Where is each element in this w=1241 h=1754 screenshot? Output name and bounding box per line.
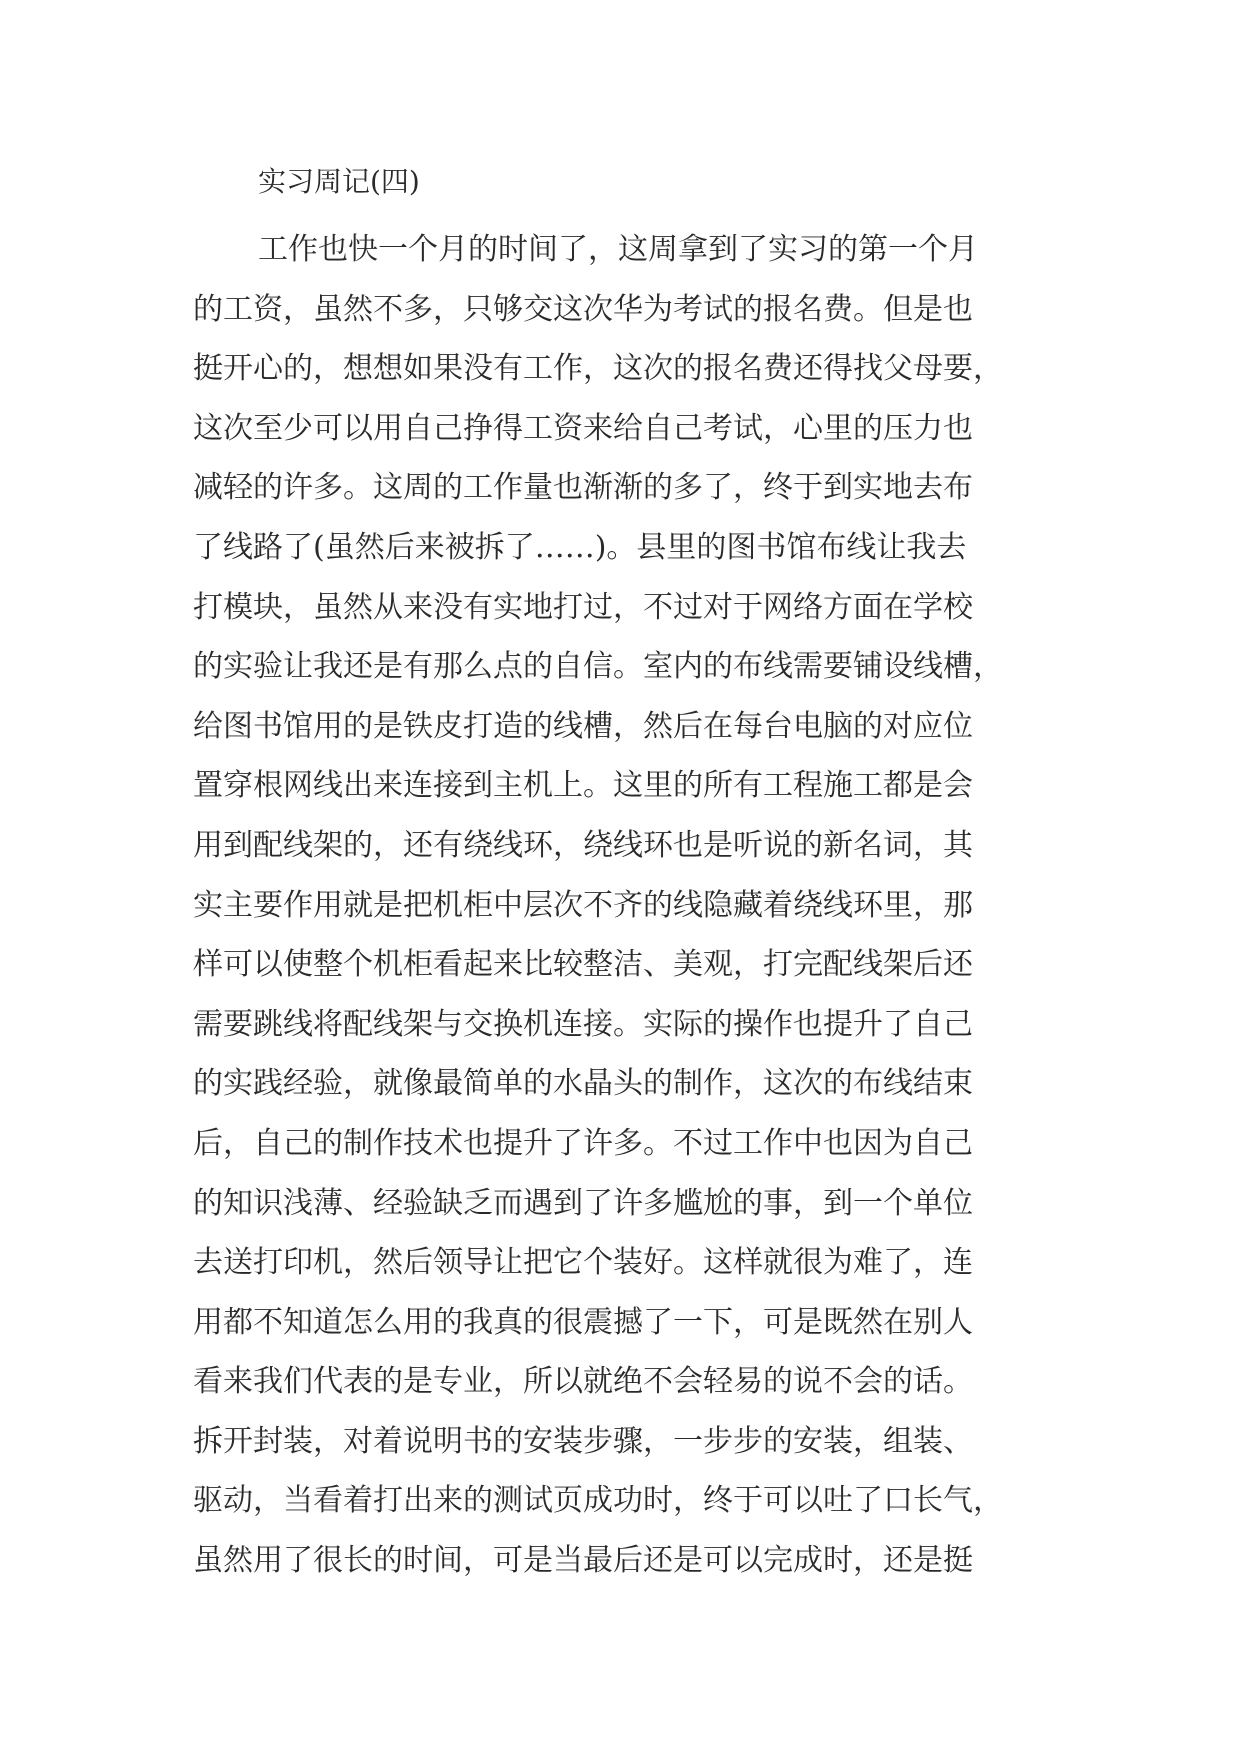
paragraph-line: 挺开心的，想想如果没有工作，这次的报名费还得找父母要，	[193, 351, 1003, 387]
paragraph-line: 这次至少可以用自己挣得工资来给自己考试，心里的压力也	[193, 410, 973, 446]
paragraph-line: 拆开封装，对着说明书的安装步骤，一步步的安装，组装、	[193, 1423, 973, 1459]
paragraph-line: 去送打印机，然后领导让把它个装好。这样就很为难了，连	[193, 1245, 973, 1281]
paragraph-line: 用都不知道怎么用的我真的很震撼了一下，可是既然在别人	[193, 1304, 973, 1340]
paragraph-line: 打模块，虽然从来没有实地打过，不过对于网络方面在学校	[193, 589, 973, 625]
paragraph-line: 后，自己的制作技术也提升了许多。不过工作中也因为自己	[193, 1125, 973, 1161]
paragraph-line: 的工资，虽然不多，只够交这次华为考试的报名费。但是也	[193, 291, 973, 327]
document-body	[193, 220, 1073, 1591]
paragraph-line: 用到配线架的，还有绕线环，绕线环也是听说的新名词，其	[193, 827, 973, 863]
document-title: 实习周记(四)	[258, 165, 420, 198]
paragraph-line: 样可以使整个机柜看起来比较整洁、美观，打完配线架后还	[193, 947, 973, 983]
paragraph-line: 虽然用了很长的时间，可是当最后还是可以完成时，还是挺	[193, 1543, 973, 1579]
paragraph-line: 减轻的许多。这周的工作量也渐渐的多了，终于到实地去布	[193, 470, 973, 506]
paragraph-line: 需要跳线将配线架与交换机连接。实际的操作也提升了自己	[193, 1006, 973, 1042]
paragraph-line: 的知识浅薄、经验缺乏而遇到了许多尴尬的事，到一个单位	[193, 1185, 973, 1221]
paragraph-line: 给图书馆用的是铁皮打造的线槽，然后在每台电脑的对应位	[193, 708, 973, 744]
paragraph-line: 置穿根网线出来连接到主机上。这里的所有工程施工都是会	[193, 768, 973, 804]
paragraph-line: 实主要作用就是把机柜中层次不齐的线隐藏着绕线环里，那	[193, 887, 973, 923]
paragraph-line: 的实验让我还是有那么点的自信。室内的布线需要铺设线槽，	[193, 649, 1003, 685]
paragraph-line: 工作也快一个月的时间了，这周拿到了实习的第一个月	[258, 232, 978, 267]
paragraph-line: 驱动，当看着打出来的测试页成功时，终于可以吐了口长气，	[193, 1483, 1003, 1519]
paragraph-line: 的实践经验，就像最简单的水晶头的制作，这次的布线结束	[193, 1066, 973, 1102]
paragraph-line: 了线路了(虽然后来被拆了……)。县里的图书馆布线让我去	[193, 529, 967, 565]
paragraph-line: 看来我们代表的是专业，所以就绝不会轻易的说不会的话。	[193, 1364, 973, 1400]
